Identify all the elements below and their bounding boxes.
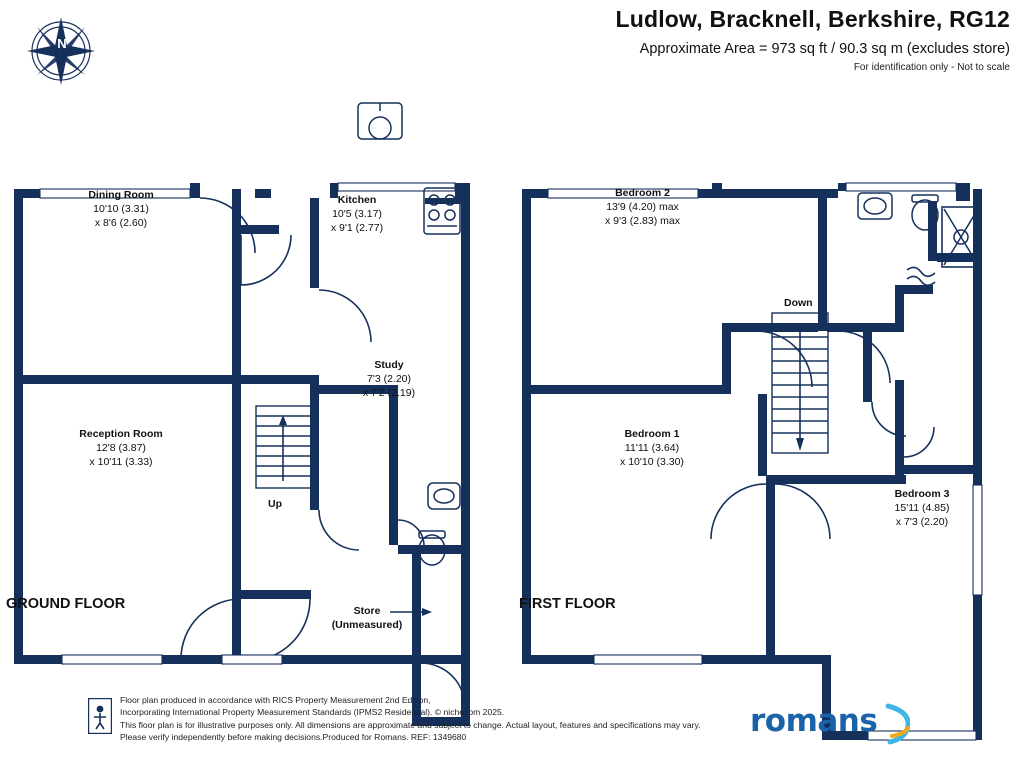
room-name-bedroom-3: Bedroom 3 xyxy=(894,488,950,500)
room-dim2-bedroom-3: x 7'3 (2.20) xyxy=(895,516,949,529)
room-dim1-bedroom-2: 13'9 (4.20) max xyxy=(606,201,679,214)
room-dim2-bedroom-1: x 10'10 (3.30) xyxy=(620,456,684,469)
store-pointer-icon xyxy=(388,604,434,620)
footer-line-2: Incorporating International Property Measurement Standards (IPMS2 Residential). © nichecom 2025. xyxy=(120,707,505,718)
room-dim1-bedroom-1: 11'11 (3.64) xyxy=(624,442,680,455)
room-dim2-reception-room: x 10'11 (3.33) xyxy=(89,456,153,469)
compass-north-letter: N xyxy=(57,36,67,51)
compass-rose-icon xyxy=(18,8,104,94)
header xyxy=(615,6,1010,73)
room-label-study xyxy=(334,358,444,401)
room-label-reception-room xyxy=(62,427,180,470)
stairs-down-label: Down xyxy=(784,297,813,309)
room-dim1-dining-room: 10'10 (3.31) xyxy=(93,203,149,216)
room-dim2-dining-room: x 8'6 (2.60) xyxy=(94,217,148,230)
hatch-icon xyxy=(907,267,935,285)
hob-icon xyxy=(424,188,460,234)
room-dim1-kitchen: 10'5 (3.17) xyxy=(332,208,382,221)
room-dim1-reception-room: 12'8 (3.87) xyxy=(96,442,146,455)
footer-line-3: This floor plan is for illustrative purposes only. All dimensions are approximate and subject to change. Actual layout, features and specifications may vary. xyxy=(120,719,701,730)
approximate-area: Approximate Area = 973 sq ft / 90.3 sq m (excludes store) xyxy=(639,40,1010,57)
room-dim1-bedroom-3: 15'11 (4.85) xyxy=(894,502,950,515)
room-dim2-study: x 7'2 (2.19) xyxy=(362,387,416,400)
room-dim2-bedroom-2: x 9'3 (2.83) max xyxy=(605,215,680,228)
staircase-down xyxy=(772,313,828,453)
room-name-bedroom-2: Bedroom 2 xyxy=(615,187,670,199)
store-label-line1: Store xyxy=(353,605,381,617)
person-measure-icon xyxy=(88,698,112,734)
identification-note: For identification only - Not to scale xyxy=(853,61,1010,73)
first-floor-plan xyxy=(508,85,1024,745)
footer-line-4: Please verify independently before making decisions.Produced for Romans. REF: 1349680 xyxy=(120,732,467,743)
footer-disclaimer xyxy=(120,694,740,744)
stairs-up-label: Up xyxy=(268,498,282,510)
room-label-kitchen xyxy=(302,193,412,236)
room-name-bedroom-1: Bedroom 1 xyxy=(624,428,680,440)
room-name-kitchen: Kitchen xyxy=(337,194,377,206)
room-label-dining-room xyxy=(66,188,176,231)
room-label-bedroom-1 xyxy=(592,427,712,470)
room-name-study: Study xyxy=(374,359,404,371)
ground-floor-plan xyxy=(0,85,520,745)
floor-label-first: FIRST FLOOR xyxy=(519,596,616,612)
room-label-bedroom-3 xyxy=(862,487,982,530)
room-dim2-kitchen: x 9'1 (2.77) xyxy=(330,222,384,235)
staircase-up xyxy=(256,406,311,488)
wc-basin-icon xyxy=(428,483,460,509)
room-label-bedroom-2 xyxy=(575,186,710,229)
store-label-line2: (Unmeasured) xyxy=(331,619,403,632)
romans-logo-swoosh-icon xyxy=(750,700,910,746)
room-name-reception-room: Reception Room xyxy=(79,428,163,440)
floor-label-ground: GROUND FLOOR xyxy=(6,596,126,612)
kitchen-sink-icon xyxy=(358,103,402,139)
bathroom-basin-icon xyxy=(858,193,892,219)
romans-logo-text: romans xyxy=(750,703,878,739)
footer-line-1: Floor plan produced in accordance with RICS Property Measurement 2nd Edition, xyxy=(120,695,431,705)
room-dim1-study: 7'3 (2.20) xyxy=(366,373,412,386)
page-title: Ludlow, Bracknell, Berkshire, RG12 xyxy=(615,6,1010,32)
room-name-dining-room: Dining Room xyxy=(88,189,154,201)
